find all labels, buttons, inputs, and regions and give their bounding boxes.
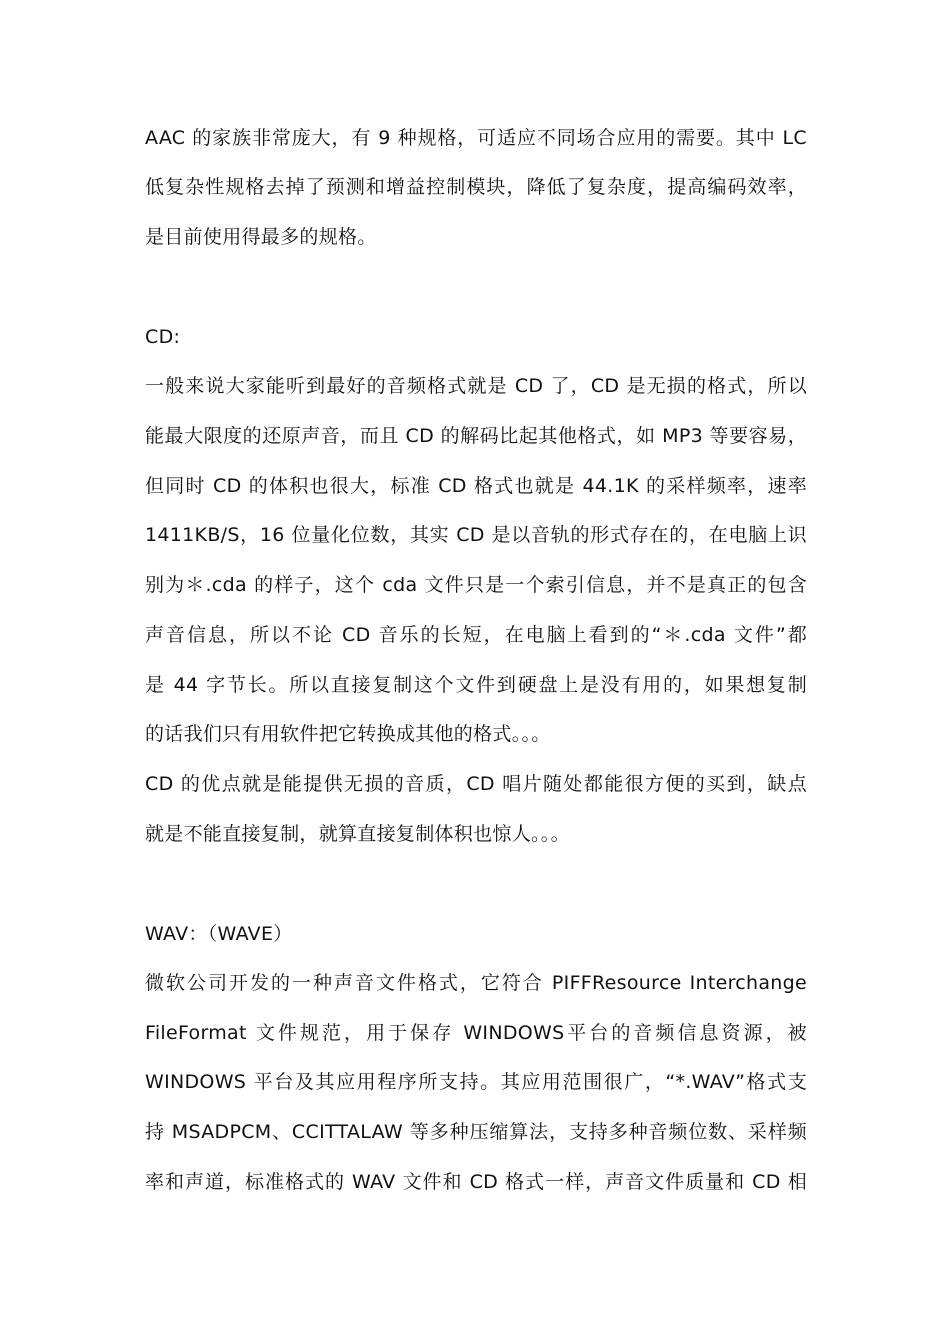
paragraph-line: 声音信息，所以不论 CD 音乐的长短，在电脑上看到的“＊.cda 文件”都 bbox=[145, 624, 807, 646]
paragraph-line: 是 44 字节长。所以直接复制这个文件到硬盘上是没有用的，如果想复制 bbox=[145, 674, 807, 696]
paragraph-line: CD 的优点就是能提供无损的音质，CD 唱片随处都能很方便的买到，缺点 bbox=[145, 773, 807, 795]
paragraph-line: 就是不能直接复制，就算直接复制体积也惊人。。。 bbox=[145, 823, 570, 845]
paragraph-line: 是目前使用得最多的规格。 bbox=[145, 226, 377, 248]
paragraph-line: 低复杂性规格去掉了预测和增益控制模块，降低了复杂度，提高编码效率， bbox=[145, 176, 807, 198]
paragraph-line: 别为＊.cda 的样子，这个 cda 文件只是一个索引信息，并不是真正的包含 bbox=[145, 574, 807, 596]
paragraph-line: 率和声道，标准格式的 WAV 文件和 CD 格式一样，声音文件质量和 CD 相 bbox=[145, 1171, 807, 1193]
paragraph-line: 微软公司开发的一种声音文件格式，它符合 PIFFResource Interchange bbox=[145, 972, 807, 994]
paragraph-line: 但同时 CD 的体积也很大，标准 CD 格式也就是 44.1K 的采样频率，速率 bbox=[145, 475, 807, 497]
paragraph-line: 一般来说大家能听到最好的音频格式就是 CD 了，CD 是无损的格式，所以 bbox=[145, 375, 807, 397]
paragraph-line: 1411KB/S，16 位量化位数，其实 CD 是以音轨的形式存在的，在电脑上识 bbox=[145, 524, 807, 546]
paragraph-line: WINDOWS 平台及其应用程序所支持。其应用范围很广，“*.WAV”格式支 bbox=[145, 1071, 807, 1093]
paragraph-line: 能最大限度的还原声音，而且 CD 的解码比起其他格式，如 MP3 等要容易， bbox=[145, 425, 807, 447]
paragraph-line: AAC 的家族非常庞大，有 9 种规格，可适应不同场合应用的需要。其中 LC bbox=[145, 127, 807, 149]
section-heading-cd: CD: bbox=[145, 326, 181, 348]
paragraph-line: 的话我们只有用软件把它转换成其他的格式。。。 bbox=[145, 723, 551, 745]
paragraph-line: FileFormat 文件规范，用于保存 WINDOWS平台的音频信息资源，被 bbox=[145, 1022, 807, 1044]
section-heading-wav: WAV：（WAVE） bbox=[145, 923, 293, 945]
paragraph-line: 持 MSADPCM、CCITTALAW 等多种压缩算法，支持多种音频位数、采样频 bbox=[145, 1121, 807, 1143]
